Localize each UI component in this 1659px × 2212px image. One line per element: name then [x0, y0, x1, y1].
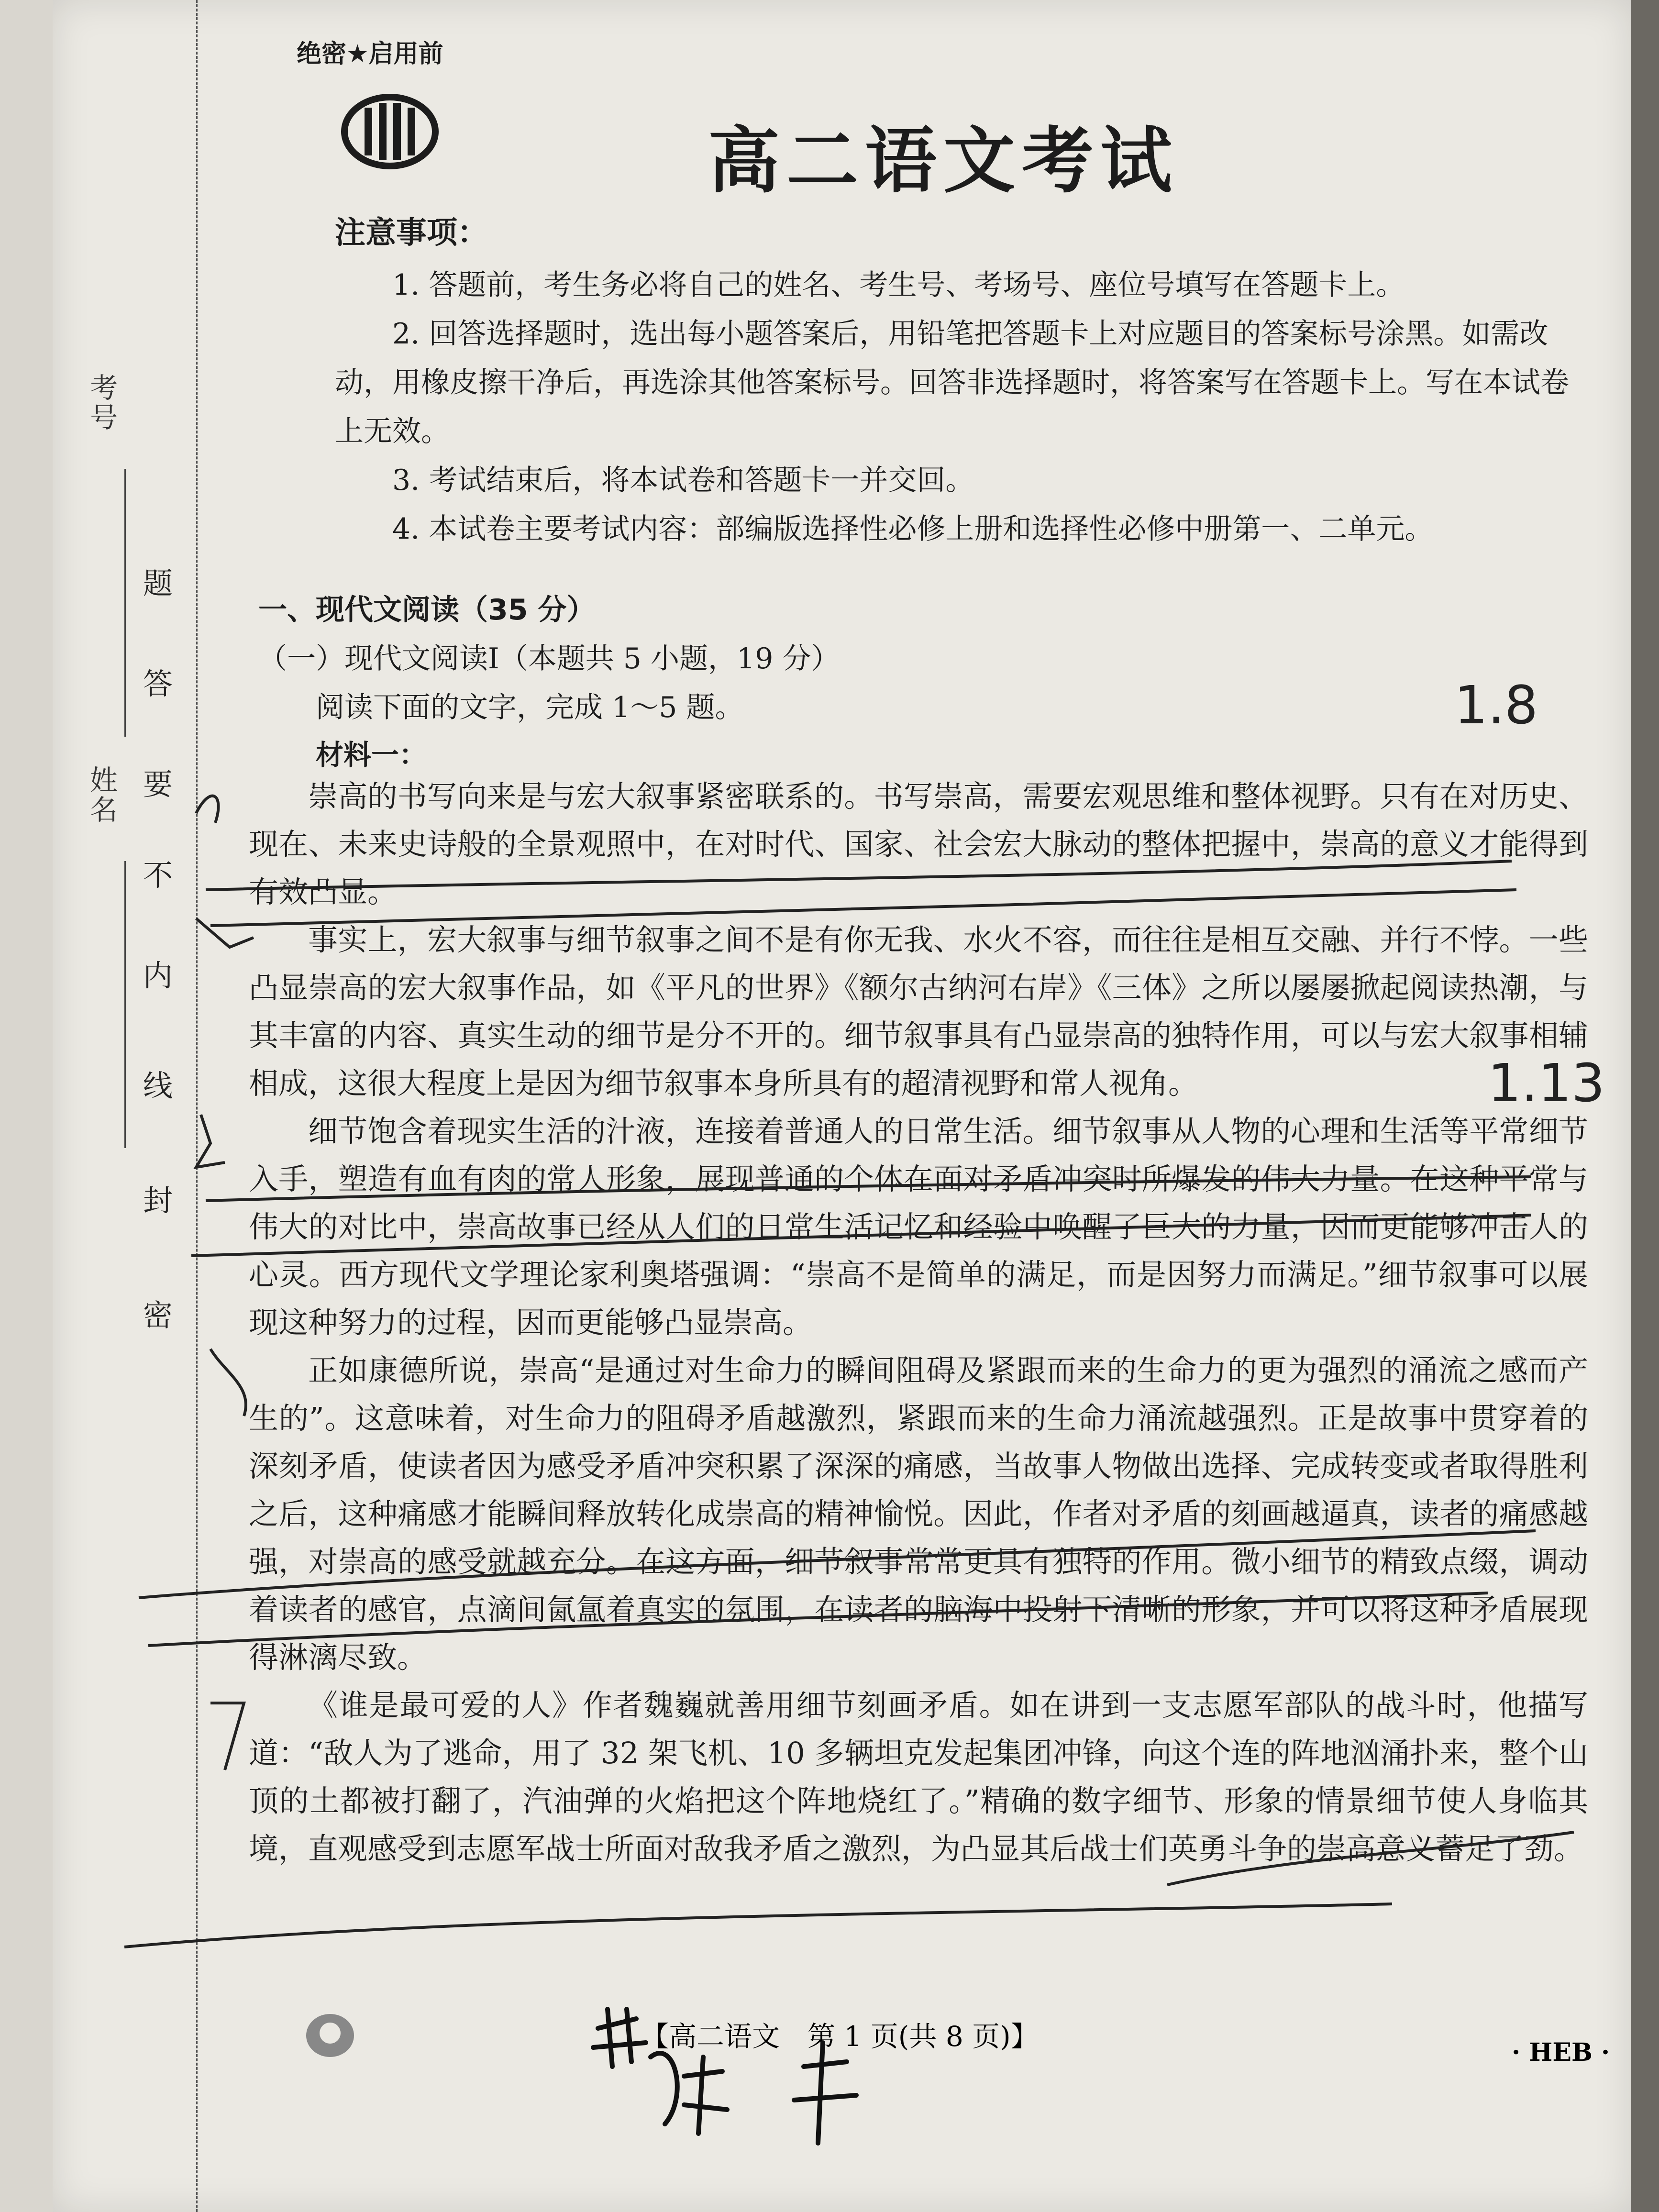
page-number: 【高二语文 第 1 页(共 8 页)】	[641, 2020, 1039, 2053]
publisher-mark-icon	[301, 2009, 359, 2062]
seal-char: 密	[143, 1298, 173, 1333]
exam-number-label: 考号	[85, 373, 118, 432]
passage-paragraph: 《谁是最可爱的人》作者魏巍就善用细节刻画矛盾。如在讲到一支志愿军部队的战斗时，他描写道：“敌人为了逃命，用了 32 架飞机、10 多辆坦克发起集团冲锋，向这个连的阵地汹涌扑来，整个山顶的土都被打翻了，汽油弹的火焰把这个阵地烧红了。”精确的数字细节、形象的情景细节使人身临其境，直观感受到志愿军战士所面对敌我矛盾之激烈，为凸显其后战士们英勇斗争的崇高意义蓄足了劲。	[249, 1688, 1588, 1866]
background-page-edge	[0, 0, 53, 2212]
seal-char: 答	[143, 666, 173, 701]
seal-char: 题	[143, 566, 173, 601]
secret-label: 绝密★启用前	[297, 40, 443, 68]
seal-char: 内	[143, 958, 173, 993]
section-subheading: （一）现代文阅读Ⅰ（本题共 5 小题，19 分）	[258, 642, 840, 675]
handwritten-signature-icon	[579, 2000, 890, 2153]
passage-paragraph: 崇高的书写向来是与宏大叙事紧密联系的。书写崇高，需要宏观思维和整体视野。只有在对历史、现在、未来史诗般的全景观照中，在对时代、国家、社会宏大脉动的整体把握中，崇高的意义才能得到有效凸显。	[249, 779, 1588, 909]
seal-char: 不	[143, 858, 173, 893]
seal-char: 线	[143, 1068, 173, 1103]
exam-page	[53, 0, 1631, 2212]
notice-item: 3. 考试结束后，将本试卷和答题卡一并交回。	[392, 464, 974, 497]
exam-title: 高二语文考试	[708, 119, 1179, 203]
passage-paragraph: 正如康德所说，崇高“是通过对生命力的瞬间阻碍及紧跟而来的生命力的更为强烈的涌流之感而产生的”。这意味着，对生命力的阻碍矛盾越激烈，紧跟而来的生命力涌流越强烈。正是故事中贯穿着的深刻矛盾，使读者因为感受矛盾冲突积累了深深的痛感，当故事人物做出选择、完成转变或者取得胜利之后，这种痛感才能瞬间释放转化成崇高的精神愉悦。因此，作者对矛盾的刻画越逼真，读者的痛感越强，对崇高的感受就越充分。在这方面，细节叙事常常更具有独特的作用。微小细节的精致点缀，调动着读者的感官，点滴间氤氲着真实的氛围，在读者的脑海中投射下清晰的形象，并可以将这种矛盾展现得淋漓尽致。	[249, 1353, 1588, 1675]
handwritten-score: 1.13	[1488, 1052, 1605, 1114]
material-label: 材料一：	[316, 739, 427, 771]
name-label: 姓名	[85, 765, 118, 825]
seal-char: 封	[143, 1183, 173, 1218]
notice-item: 1. 答题前，考生务必将自己的姓名、考生号、考场号、座位号填写在答题卡上。	[392, 268, 1405, 302]
passage-paragraph: 事实上，宏大叙事与细节叙事之间不是有你无我、水火不容，而往往是相互交融、并行不悖。一些凸显崇高的宏大叙事作品，如《平凡的世界》《额尔古纳河右岸》《三体》之所以屡屡掀起阅读热潮，与其丰富的内容、真实生动的细节是分不开的。细节叙事具有凸显崇高的独特作用，可以与宏大叙事相辅相成，这很大程度上是因为细节叙事本身所具有的超清视野和常人视角。	[249, 922, 1588, 1101]
section-heading: 一、现代文阅读（35 分）	[258, 593, 596, 627]
seal-char: 要	[143, 767, 173, 802]
paper-code: · HEB ·	[1512, 2038, 1610, 2067]
reading-instruction: 阅读下面的文字，完成 1～5 题。	[316, 691, 744, 724]
handwritten-score: 1.8	[1454, 675, 1538, 736]
notice-title: 注意事项：	[335, 215, 488, 251]
pen-underlines	[53, 0, 1631, 2212]
notice-item: 2. 回答选择题时，选出每小题答案后，用铅笔把答题卡上对应题目的答案标号涂黑。如需改动，用橡皮擦干净后，再选涂其他答案标号。回答非选择题时，将答案写在答题卡上。写在本试卷上无效。	[335, 317, 1569, 448]
notice-item: 4. 本试卷主要考试内容：部编版选择性必修上册和选择性必修中册第一、二单元。	[392, 512, 1434, 546]
passage-paragraph: 细节饱含着现实生活的汁液，连接着普通人的日常生活。细节叙事从人物的心理和生活等平常细节入手，塑造有血有肉的常人形象，展现普通的个体在面对矛盾冲突时所爆发的伟大力量。在这种平常与伟大的对比中，崇高故事已经从人们的日常生活记忆和经验中唤醒了巨大的力量，因而更能够冲击人的心灵。西方现代文学理论家利奥塔强调：“崇高不是简单的满足，而是因努力而满足。”细节叙事可以展现这种努力的过程，因而更能够凸显崇高。	[249, 1114, 1588, 1340]
